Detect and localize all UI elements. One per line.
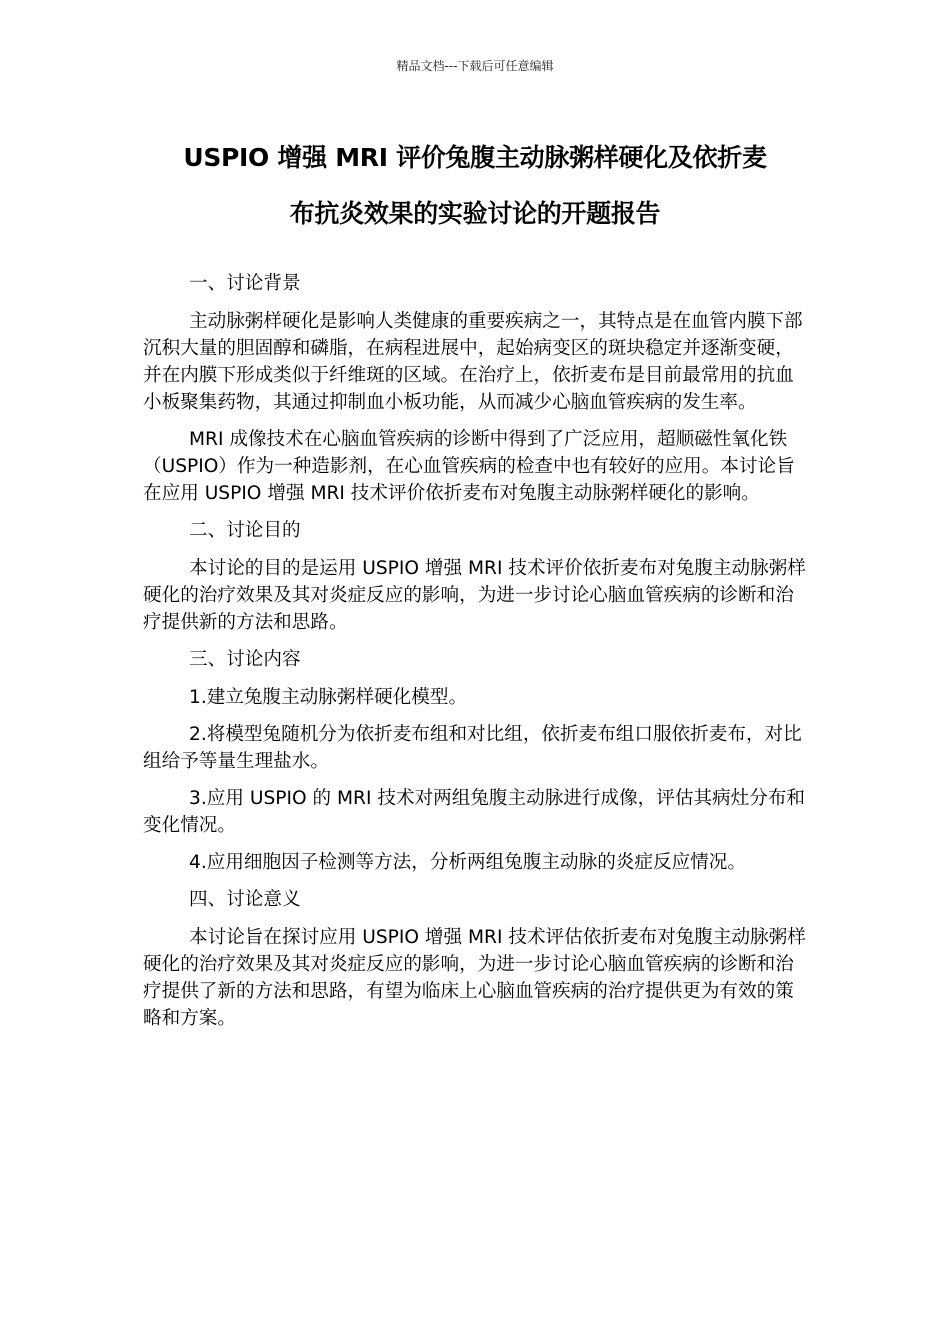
header-note: 精品文档---下载后可任意编辑 — [396, 59, 554, 73]
title-line-1: USPIO 增强 MRI 评价兔腹主动脉粥样硬化及依折麦 — [183, 143, 767, 172]
paragraph-background-1: 主动脉粥样硬化是影响人类健康的重要疾病之一，其特点是在血管内膜下部沉积大量的胆固醇和磷脂，在病程进展中，起始病变区的斑块稳定并逐渐变硬，并在内膜下形成类似于纤维斑的区域。在治疗上，依折麦布是目前最常用的抗血小板聚集药物，其通过抑制血小板功能，从而减少心脑血管疾病的发生率。 — [143, 311, 803, 413]
title-line-2: 布抗炎效果的实验讨论的开题报告 — [289, 199, 661, 228]
content-item-1: 1.建立兔腹主动脉粥样硬化模型。 — [189, 687, 468, 708]
section-heading-background: 一、讨论背景 — [189, 273, 301, 294]
section-heading-content: 三、讨论内容 — [189, 649, 301, 670]
document-body — [143, 270, 809, 1042]
content-item-4: 4.应用细胞因子检测等方法，分析两组兔腹主动脉的炎症反应情况。 — [189, 852, 746, 873]
paragraph-significance: 本讨论旨在探讨应用 USPIO 增强 MRI 技术评估依折麦布对兔腹主动脉粥样硬化的治疗效果及其对炎症反应的影响，为进一步讨论心脑血管疾病的诊断和治疗提供了新的方法和思路，有望为临床上心脑血管疾病的治疗提供更为有效的策略和方案。 — [143, 927, 806, 1029]
section-heading-significance: 四、讨论意义 — [189, 889, 301, 910]
content-item-3: 3.应用 USPIO 的 MRI 技术对两组兔腹主动脉进行成像，评估其病灶分布和变化情况。 — [143, 788, 806, 836]
paragraph-background-2: MRI 成像技术在心脑血管疾病的诊断中得到了广泛应用，超顺磁性氧化铁（USPIO）作为一种造影剂，在心血管疾病的检查中也有较好的应用。本讨论旨在应用 USPIO 增强 MRI 技术评价依折麦布对兔腹主动脉粥样硬化的影响。 — [143, 429, 795, 504]
content-item-2: 2.将模型兔随机分为依折麦布组和对比组，依折麦布组口服依折麦布，对比组给予等量生理盐水。 — [143, 724, 802, 772]
section-heading-purpose: 二、讨论目的 — [189, 520, 301, 541]
paragraph-purpose: 本讨论的目的是运用 USPIO 增强 MRI 技术评价依折麦布对兔腹主动脉粥样硬化的治疗效果及其对炎症反应的影响，为进一步讨论心脑血管疾病的诊断和治疗提供新的方法和思路。 — [143, 558, 806, 633]
